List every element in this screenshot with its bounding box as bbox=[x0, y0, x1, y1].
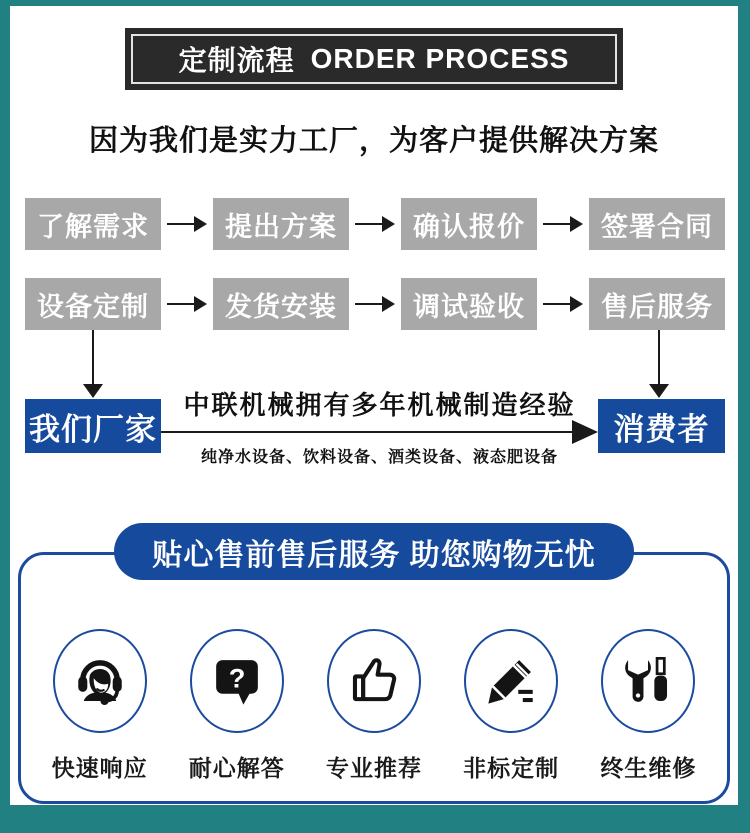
service-label: 专业推荐 bbox=[325, 755, 422, 781]
vertical-connectors bbox=[25, 330, 725, 399]
service-item-patient-answers bbox=[172, 629, 302, 783]
arrow-down-to-consumer bbox=[649, 330, 669, 399]
service-item-lifetime-repair bbox=[583, 629, 713, 783]
flow-row-1 bbox=[25, 198, 725, 250]
flow-step-debug-accept: 调试验收 bbox=[401, 278, 537, 330]
arrow-right-large bbox=[161, 424, 598, 440]
flow-step-ship-install: 发货安装 bbox=[213, 278, 349, 330]
flow-step-propose-plan: 提出方案 bbox=[213, 198, 349, 250]
services-panel bbox=[18, 552, 730, 804]
flow-step-sign-contract: 签署合同 bbox=[589, 198, 725, 250]
arrow-right-connector bbox=[161, 216, 213, 232]
content-area bbox=[10, 6, 738, 805]
order-process-banner-inner bbox=[131, 34, 617, 84]
factory-to-consumer-band bbox=[25, 390, 725, 466]
service-label: 非标定制 bbox=[463, 755, 560, 781]
arrow-right-connector bbox=[161, 296, 213, 312]
experience-headline: 中联机械拥有多年机械制造经验 bbox=[183, 390, 576, 420]
factory-box: 我们厂家 bbox=[25, 399, 161, 453]
service-label: 快速响应 bbox=[51, 755, 148, 781]
question-bubble-icon bbox=[190, 629, 284, 733]
order-process-flowchart bbox=[25, 198, 725, 330]
services-section bbox=[10, 523, 738, 804]
banner-wrap bbox=[10, 28, 738, 90]
arrow-right-connector bbox=[537, 296, 589, 312]
pencil-icon bbox=[464, 629, 558, 733]
arrow-right-connector bbox=[349, 216, 401, 232]
arrow-right-connector bbox=[537, 216, 589, 232]
banner-title-en: ORDER PROCESS bbox=[310, 43, 570, 74]
service-label: 耐心解答 bbox=[188, 755, 285, 781]
flow-step-confirm-quote: 确认报价 bbox=[401, 198, 537, 250]
flow-step-after-sales: 售后服务 bbox=[589, 278, 725, 330]
flow-step-equipment-custom: 设备定制 bbox=[25, 278, 161, 330]
service-items-row bbox=[31, 629, 717, 783]
arrow-right-connector bbox=[349, 296, 401, 312]
service-item-custom-design bbox=[446, 629, 576, 783]
service-label: 终生维修 bbox=[600, 755, 697, 781]
flow-step-understand-needs: 了解需求 bbox=[25, 198, 161, 250]
equipment-subline: 纯净水设备、饮料设备、酒类设备、液态肥设备 bbox=[200, 449, 558, 466]
headset-icon bbox=[53, 629, 147, 733]
arrow-down-to-factory bbox=[83, 330, 103, 399]
consumer-box: 消费者 bbox=[598, 399, 725, 453]
service-item-fast-response bbox=[35, 629, 165, 783]
service-item-pro-recommend bbox=[309, 629, 439, 783]
order-process-banner bbox=[125, 28, 623, 90]
factory-slogan: 因为我们是实力工厂，为客户提供解决方案 bbox=[88, 125, 659, 157]
svg-text:?: ? bbox=[228, 662, 246, 694]
flow-row-2 bbox=[25, 278, 725, 330]
banner-title-zh: 定制流程 bbox=[178, 45, 295, 76]
services-header-pill: 贴心售前售后服务 助您购物无忧 bbox=[114, 523, 634, 580]
thumbs-up-icon bbox=[327, 629, 421, 733]
tools-icon bbox=[601, 629, 695, 733]
